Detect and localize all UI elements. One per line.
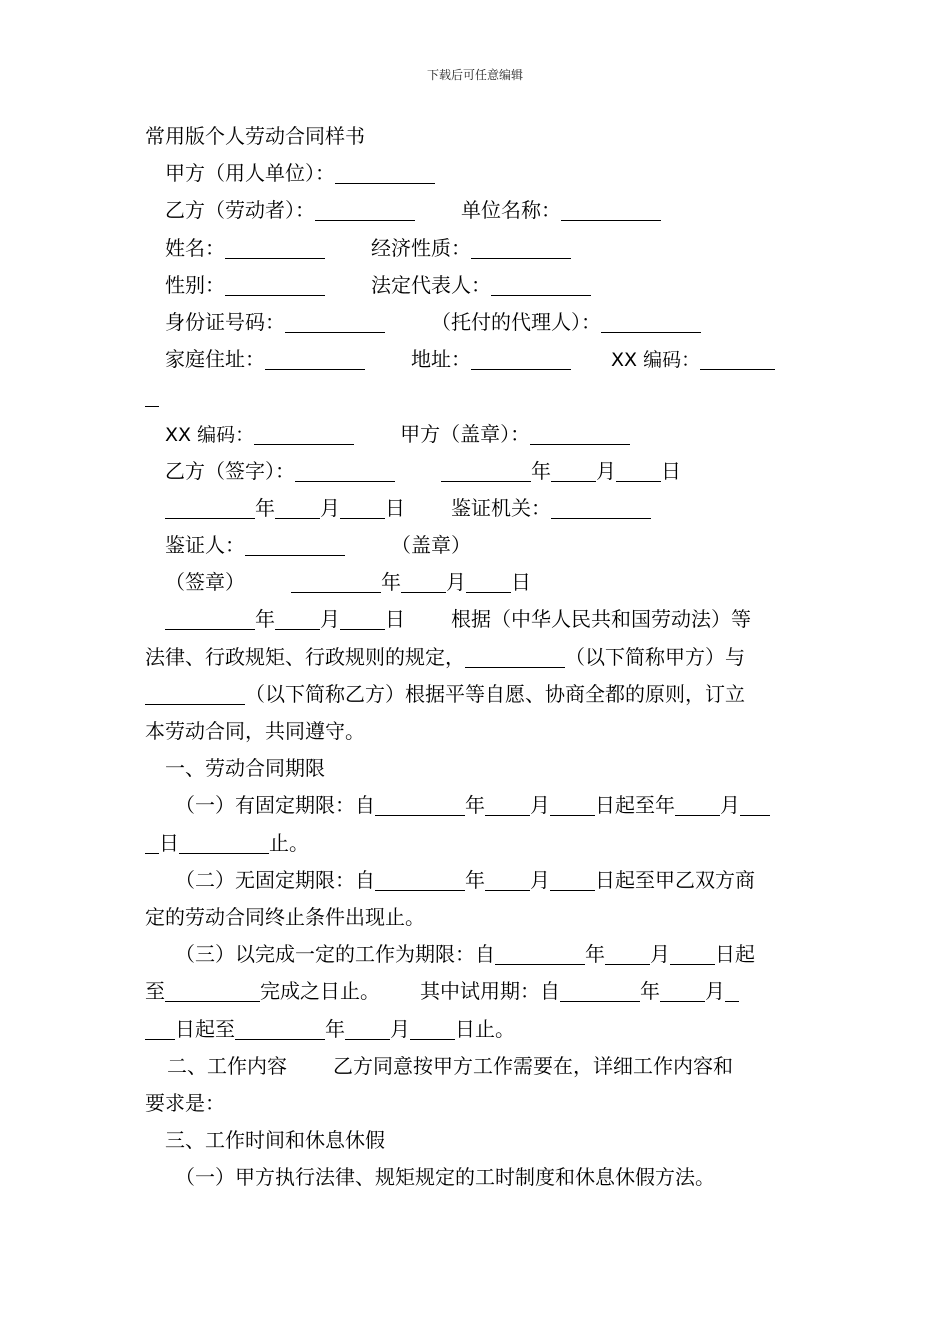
line-sec1-1 (145, 787, 807, 824)
sec1-3-text: （三）以完成一定的工作为期限：自 (175, 942, 495, 967)
day-blank-wrap[interactable] (145, 1015, 175, 1040)
day-blank[interactable] (550, 866, 595, 891)
day-label: 日 (159, 830, 179, 855)
party-a-blank[interactable] (335, 159, 435, 184)
month-blank[interactable] (485, 866, 530, 891)
day-blank[interactable] (670, 940, 715, 965)
home-address-label: 家庭住址： (165, 347, 265, 372)
party-a-seal-label: 甲方（盖章）： (400, 421, 531, 446)
seal-paren: （盖章） (391, 533, 471, 558)
sign-paren: （签章） (165, 570, 245, 595)
xx-code-blank-2[interactable] (254, 420, 354, 445)
year-label: 年 (255, 495, 275, 520)
from-to-label: 日起至 (175, 1016, 235, 1041)
line-id (145, 304, 807, 341)
line-address (145, 341, 807, 378)
unit-name-label: 单位名称： (461, 198, 561, 223)
year-blank[interactable] (441, 457, 531, 482)
month-label: 月 (720, 793, 740, 818)
sec1-1-text-b: 日起至年 (595, 793, 675, 818)
year-blank[interactable] (495, 940, 585, 965)
year-label: 年 (381, 570, 401, 595)
section-3-title: 三、工作时间和休息休假 (165, 1128, 385, 1153)
line-xx-code-2 (145, 416, 807, 453)
party-a-seal-blank[interactable] (530, 420, 630, 445)
year-blank[interactable] (375, 866, 465, 891)
day-blank[interactable] (466, 568, 511, 593)
sec1-2-text: （二）无固定期限：自 (175, 867, 375, 892)
year-blank[interactable] (165, 494, 255, 519)
day-blank[interactable] (740, 791, 770, 816)
party-a-short-blank[interactable] (465, 643, 565, 668)
line-wrap-blank (145, 378, 807, 415)
line-preamble-4: 本劳动合同，共同遵守。 (145, 719, 365, 743)
unit-name-blank[interactable] (561, 196, 661, 221)
line-date-notary (145, 490, 807, 527)
day-label: 日 (661, 458, 681, 483)
gender-label: 性别： (165, 272, 225, 297)
day-blank[interactable] (725, 977, 739, 1002)
month-label: 月 (650, 942, 670, 967)
day-label: 日 (511, 570, 531, 595)
section-1-title: 一、劳动合同期限 (165, 756, 325, 781)
day-blank[interactable] (616, 457, 661, 482)
year-label: 年 (325, 1016, 345, 1041)
line-sec2 (145, 1048, 807, 1085)
year-label: 年 (255, 607, 275, 632)
party-b-sign-blank[interactable] (295, 457, 395, 482)
agent-blank[interactable] (601, 308, 701, 333)
line-name (145, 230, 807, 267)
line-sec1-2-cont: 定的劳动合同终止条件出现止。 (145, 904, 425, 929)
line-sec1-3-cont2 (145, 1011, 807, 1048)
year-blank[interactable] (375, 791, 465, 816)
line-sec1-3 (145, 936, 807, 973)
party-b-blank[interactable] (315, 196, 415, 221)
legal-rep-label: 法定代表人： (371, 272, 491, 297)
line-party-a (145, 155, 807, 192)
party-b-short-blank[interactable] (145, 680, 245, 705)
line-preamble-3 (145, 676, 807, 713)
line-sign-date (145, 564, 807, 601)
name-blank[interactable] (225, 234, 325, 259)
line-preamble-2 (145, 639, 807, 676)
month-label: 月 (530, 867, 550, 892)
sec1-3-text-c: 完成之日止。 (260, 979, 380, 1004)
line-sec2-cont: 要求是： (145, 1090, 225, 1115)
sec1-3-text-b: 日起 (715, 942, 755, 967)
sec1-2-text-b: 日起至甲乙双方商 (595, 867, 755, 892)
completion-blank[interactable] (165, 977, 260, 1002)
preamble-text-2a: 法律、行政规矩、行政规则的规定， (145, 644, 465, 669)
economic-nature-label: 经济性质： (371, 235, 471, 260)
preamble-text-2b: （以下简称甲方）与 (565, 644, 745, 669)
preamble-text-3: （以下简称乙方）根据平等自愿、协商全都的原则，订立 (245, 681, 745, 706)
line-sec1-2 (145, 862, 807, 899)
contract-body (145, 118, 807, 1196)
year-label: 年 (531, 458, 551, 483)
year-label: 年 (465, 793, 485, 818)
year-blank[interactable] (291, 568, 381, 593)
month-label: 月 (596, 458, 616, 483)
line-notary-person (145, 527, 807, 564)
page-header-note: 下载后可任意编辑 (426, 68, 523, 82)
xx-code-label-2: XX 编码： (165, 423, 255, 446)
day-label: 日 (385, 607, 405, 632)
month-label: 月 (390, 1016, 410, 1041)
sec1-3-text-d: 日止。 (455, 1016, 515, 1041)
end-blank[interactable] (179, 829, 269, 854)
doc-title: 常用版个人劳动合同样书 (145, 124, 365, 148)
notary-person-label: 鉴证人： (165, 533, 245, 558)
agent-label: （托付的代理人）： (431, 309, 601, 334)
gender-blank[interactable] (225, 271, 325, 296)
year-blank[interactable] (235, 1015, 325, 1040)
day-blank-wrap[interactable] (145, 829, 159, 854)
month-blank[interactable] (275, 494, 320, 519)
party-b-label: 乙方（劳动者）： (165, 198, 315, 223)
id-number-blank[interactable] (285, 308, 385, 333)
address-label: 地址： (411, 347, 471, 372)
month-label: 月 (530, 793, 550, 818)
address-blank[interactable] (471, 345, 571, 370)
line-sec1-1-cont (145, 825, 807, 862)
probation-label: 其中试用期：自 (420, 979, 560, 1004)
party-b-sign-label: 乙方（签字）： (165, 458, 295, 483)
day-blank[interactable] (550, 791, 595, 816)
month-blank[interactable] (675, 791, 720, 816)
month-label: 月 (320, 495, 340, 520)
month-label: 月 (705, 979, 725, 1004)
line-sec3-1: （一）甲方执行法律、规矩规定的工时制度和休息休假方法。 (175, 1165, 715, 1190)
year-blank[interactable] (165, 605, 255, 630)
month-blank[interactable] (275, 605, 320, 630)
notary-office-blank[interactable] (551, 494, 651, 519)
day-blank[interactable] (340, 494, 385, 519)
line-gender (145, 267, 807, 304)
day-blank[interactable] (410, 1015, 455, 1040)
day-blank[interactable] (340, 605, 385, 630)
month-blank[interactable] (485, 791, 530, 816)
month-label: 月 (320, 607, 340, 632)
month-blank[interactable] (401, 568, 446, 593)
year-blank[interactable] (560, 977, 640, 1002)
home-address-blank[interactable] (265, 345, 365, 370)
name-label: 姓名： (165, 235, 225, 260)
sec1-1-text: （一）有固定期限：自 (175, 793, 375, 818)
year-label: 年 (465, 867, 485, 892)
month-blank[interactable] (605, 940, 650, 965)
month-blank[interactable] (551, 457, 596, 482)
month-label: 月 (446, 570, 466, 595)
legal-rep-blank[interactable] (491, 271, 591, 296)
party-a-label: 甲方（用人单位）： (165, 161, 335, 186)
to-label: 至 (145, 979, 165, 1004)
day-label: 日 (385, 495, 405, 520)
notary-person-blank[interactable] (245, 531, 345, 556)
sec2-text: 乙方同意按甲方工作需要在，详细工作内容和 (333, 1053, 733, 1078)
line-party-b-sign (145, 453, 807, 490)
month-blank[interactable] (345, 1015, 390, 1040)
year-label: 年 (585, 942, 605, 967)
xx-code-blank-1[interactable] (700, 345, 775, 370)
xx-code-label: XX 编码： (611, 349, 701, 372)
notary-office-label: 鉴证机关： (451, 495, 551, 520)
id-number-label: 身份证号码： (165, 309, 285, 334)
line-sec1-3-cont (145, 973, 807, 1010)
preamble-text-1: 根据（中华人民共和国劳动法）等 (451, 607, 751, 632)
xx-code-blank-wrap[interactable] (145, 382, 159, 407)
section-2-title: 二、工作内容 (167, 1053, 287, 1078)
stop-label: 止。 (269, 830, 309, 855)
month-blank[interactable] (660, 977, 705, 1002)
economic-nature-blank[interactable] (471, 234, 571, 259)
line-party-b (145, 192, 807, 229)
year-label: 年 (640, 979, 660, 1004)
line-preamble-1 (145, 601, 807, 638)
